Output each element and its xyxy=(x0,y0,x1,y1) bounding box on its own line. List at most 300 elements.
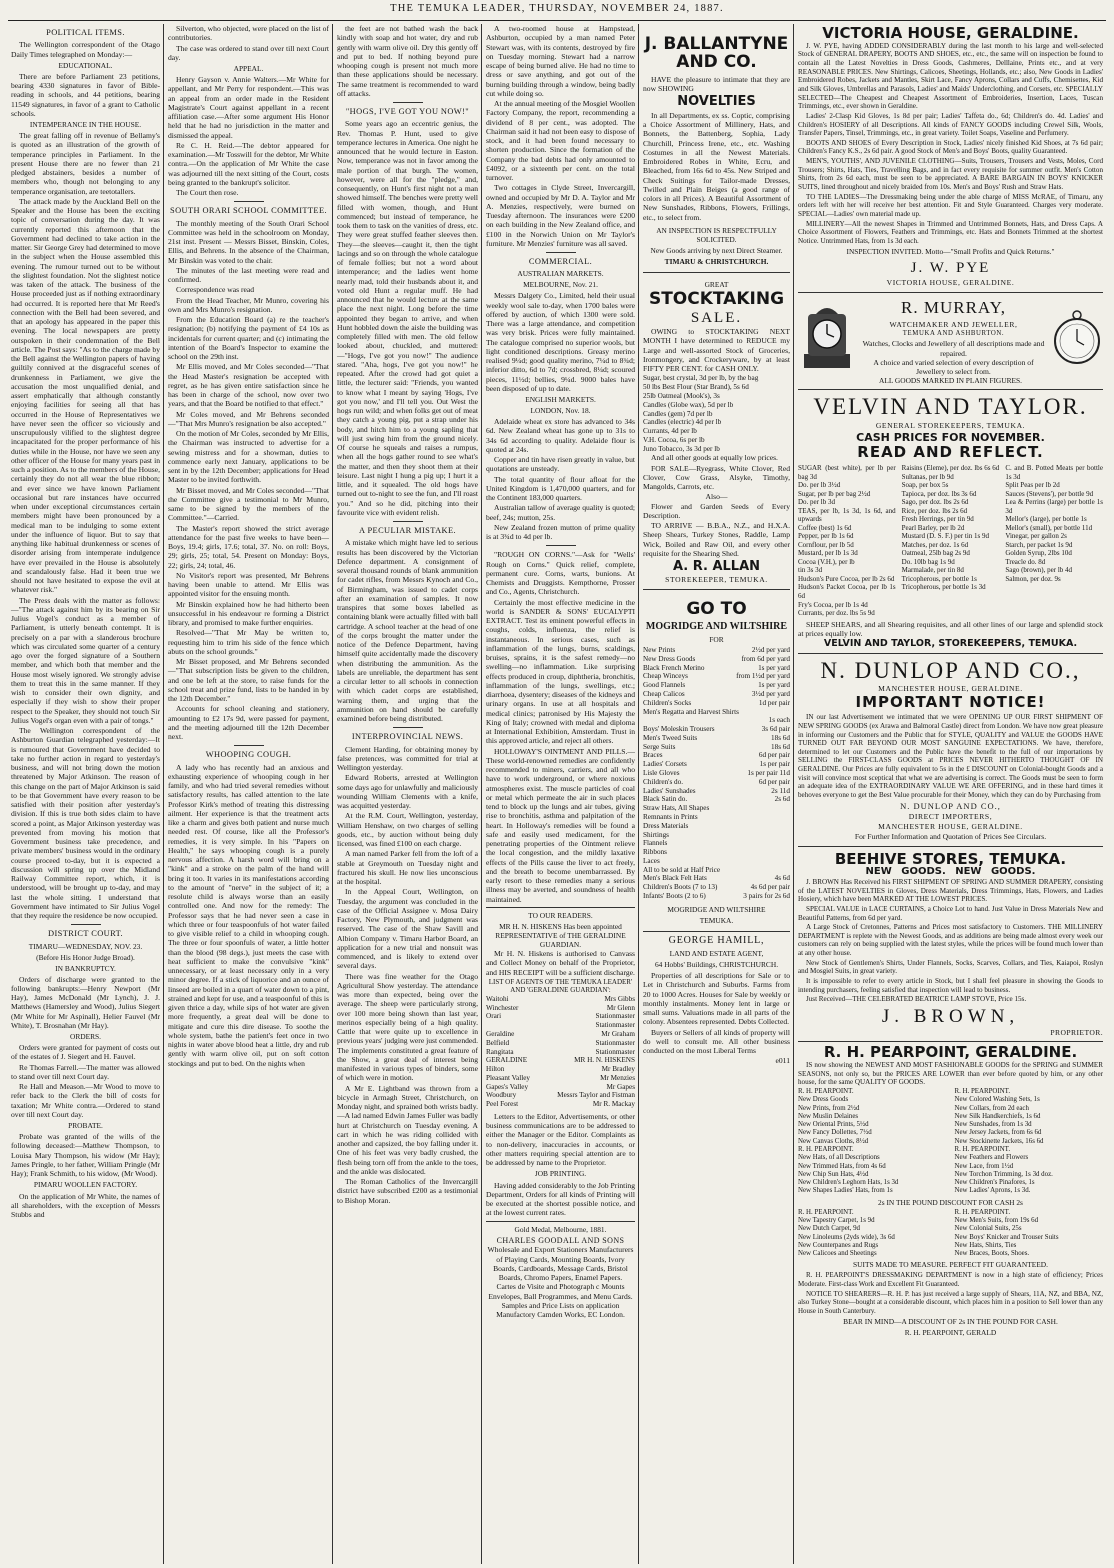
list-item: Salmon, per doz. 9s xyxy=(1005,574,1061,583)
item-price: from 6d per yard xyxy=(741,654,790,663)
item-label: Men's Tweed Suits xyxy=(643,733,698,742)
bankruptcy-head: IN BANKRUPTCY. xyxy=(55,963,116,973)
dunlop-house: MANCHESTER HOUSE, GERALDINE. xyxy=(878,822,1023,832)
item-label: 25lb Oatmeal (Mook's), 3s xyxy=(643,391,720,400)
pearpoint-list-right xyxy=(955,1088,1104,1196)
paragraph: A lady who has recently had an anxious and exhausting experience of whooping cough in her family, and who had tried several remedies without satisfactory results, has called attention to the late Professor Kirk's method of treating this distressing ailment. Her experience is that the treatment acts like a charm and gives both patient and nurse much needed rest. Of course, like all the Professor's remedies, it is very simple. In his "Papers on Health," he says whooping cough is a purely nervous affection. A harsh word will bring on a "kink" and a stroke on the palm of the hand will bring it too. It varies in its manifestations according to the amount of "nerve" in the subject of it; a resolute child is always worse than an easily controlled one. And now for the remedy: The Professor says that he had never seen a case in which three or four teaspoonfuls of hot water failed to give visible relief to a child in whooping cough. The three or four spoonfuls of water, a little hotter than the blood (98 degs.), just meets the case with heat sufficient to make the convulsive "kink" unnecessary, or at least necessary only in a very minor degree. If a stick of liquorice and an ounce of linseed are boiled in a quart of water down to a pint, strained and kept for use, and a teaspoonful of this is given thrice a day, while sips of hot water are given more frequently, a great deal will be done to mitigate and cure this dire disease. To soothe the whole system, bathe the patient's feet once in two nights in water above blood heat a little, dry and rub gently with warm olive oil, put on soft cotton stockings and put to bed. On the nights when xyxy=(168,762,329,1068)
list-item: Do. per lb 3½d xyxy=(798,481,841,490)
dunlop-title: N. DUNLOP AND CO., xyxy=(820,658,1081,684)
list-item: New Children's Pinafores, 1s xyxy=(954,1179,1035,1187)
item-label: Ladies' Sunshades xyxy=(643,786,696,795)
list-item: New Oriental Prints, 5½d xyxy=(798,1121,869,1129)
item-label: Candles (Globe wax), 5d per lb xyxy=(643,400,734,409)
column-6 xyxy=(795,24,1106,1564)
list-item: New Dutch Carpet, 9d xyxy=(798,1225,860,1233)
paragraph: The case was ordered to stand over till next Court day. xyxy=(168,43,329,62)
paragraph: the feet are not bathed wash the back kindly with soap and hot water, dry and rub gently with warm olive oil. Dry this gently off and put to bed. If nothing beyond pure whooping cough is present not much more than these applications should be necessary. The same treatment is recommended to ward off attacks. xyxy=(337,24,478,98)
paragraph: Probate was granted of the wills of the following deceased:—Matthew Thompson, to Louisa Mary Thompson, his widow (Mr Hay); James Pringle, to her father, William Pringle (Mr Hay); Frank Schmith, to his widow, (Mr Wood). xyxy=(11,1132,160,1179)
stocktaking-body: OWING to STOCKTAKING NEXT MONTH I have determined to REDUCE my Large and well-assorted Stock of Groceries, Ironmongery, and Crockeryware, by at least FIFTY PER CENT. for CASH ONLY. xyxy=(643,327,790,374)
list-item: Coffee (best) 1s 6d xyxy=(798,523,852,532)
paragraph: Mr Ellis moved, and Mr Coles seconded—"That the Head Master's resignation be accepted with regret, as he has given entire satisfaction since he has been in charge of the school, now over two years, and that the Board be notified to that effect." xyxy=(168,362,329,409)
pearpoint-list-right xyxy=(955,1209,1104,1259)
price-row xyxy=(486,1004,635,1013)
price-row xyxy=(486,1083,635,1092)
paragraph: Resolved—"That Mr May be written to, requesting him to trim his side of the fence which abuts on the school grounds." xyxy=(168,628,329,656)
list-item: tin 3s 3d xyxy=(798,566,823,575)
pearpoint-bear: BEAR IN MIND—A DISCOUNT OF 2s IN THE POUND FOR CASH. xyxy=(843,1317,1058,1327)
price-row xyxy=(643,892,790,901)
orders-head: ORDERS. xyxy=(69,1032,101,1042)
dunlop-sub: MANCHESTER HOUSE, GERALDINE. xyxy=(878,684,1023,694)
paragraph: Mr Bisset proposed, and Mr Behrens seconded—"That subscription lists be given to the children, and one be left at the store, to raise funds for the school treat and prize fund, lists to be handed in by the 12th December." xyxy=(168,657,329,704)
price-row xyxy=(643,760,790,769)
paragraph: Re C. H. Reid.—The debtor appeared for examination.—Mr Tosswill for the debtor, Mr White contra.—On the application of Mr White the case was adjourned till the next sitting of the Court, costs being granted to the bankrupt's solicitor. xyxy=(168,140,329,187)
london-date: LONDON, Nov. 18. xyxy=(530,406,591,416)
item-price: Mrs Gibbs xyxy=(604,994,635,1003)
column-2 xyxy=(165,24,332,1564)
pearpoint-list-left xyxy=(798,1209,947,1259)
paragraph: Certainly the most effective medicine in the world is SANDER & SONS' EUCALYPTI EXTRACT. Test its eminent powerful effects in coughs, colds, influenza, the relief is instantaneous. In serious cases, such as inflammation of the lungs, burns, scaldings, bruises, sprains, it is the safest remedy—no swelling—no inflammation. Like surprising effects produced in croup, diphtheria, bronchitis, inflammation of the lungs, swellings, etc.; diarrhoea, dysentery; diseases of the kidneys and urinary organs. In use at all hospitals and medical clinics; patronised by His Majesty the King of Italy; crowned with medal and diploma at International Exhibition, Amsterdam. Trust in this approved article, and reject all others. xyxy=(486,597,635,746)
dunlop-foot: For Further Information and Quotation of Prices See Circulars. xyxy=(854,832,1047,842)
price-row xyxy=(643,708,790,717)
list-item: Pepper, per lb 1s 6d xyxy=(798,532,854,541)
murray-title: R. MURRAY, xyxy=(901,298,1006,318)
item-label: Pleasant Valley xyxy=(486,1073,530,1082)
list-item: Pearl Barley, per lb 2d xyxy=(901,523,965,532)
stocktaking-title: STOCKTAKING xyxy=(648,288,785,309)
paragraph: In the Appeal Court, Wellington, on Tuesday, the argument was concluded in the case of the Official Assignee v. Mosa Dairy Factory, New Plymouth, and judgment was reserved. The case of the Shaw Savill and Albion Company v. Timaru Harbor Board, an application for a new trial and nonsuit was commenced, and is likely to extend over several days. xyxy=(337,887,478,971)
paragraph: A Mr E. Lightband was thrown from a bicycle in Armagh Street, Christchurch, on Monday night, and sprained both wrists badly.—A lad named Edwin James Fuller was badly hurt at Christchurch on Tuesday evening. A cart in which he was riding collided with another and capsized, the boy falling under it. One of his feet was very badly crushed, the flesh being torn off from the ankle to the toes, and the ankle was dislocated. xyxy=(337,1083,478,1176)
price-row xyxy=(643,436,790,445)
item-label: Children's Boots (7 to 13) xyxy=(643,883,718,892)
velvin-price-col xyxy=(798,464,896,618)
item-price: Mr Glenn xyxy=(606,1003,635,1012)
pearpoint-list-left xyxy=(798,1088,947,1196)
paragraph: On the motion of Mr Coles, seconded by Mr Ellis, the Chairman was instructed to advertise for a sewing mistress and for a showman, duties to commence early next January, applications to be sent in by the 12th December; applications for Head Master to be invited forthwith. xyxy=(168,429,329,485)
paragraph: From the Education Board (a) re the teacher's resignation; (b) notifying the payment of £4 10s as incidentals for current quarter; and (c) intimating the intention of the Board's Inspector to examine the school on the 29th inst. xyxy=(168,315,329,362)
pearpoint-body: IS now showing the NEWEST AND MOST FASHIONABLE GOODS for the SPRING and SUMMER SEASONS, not only so, but the PRICES ARE LOWER than ever before quoted by him, or any other house, for the same QUALITY OF GOODS. xyxy=(798,1061,1103,1087)
velvin-price-col xyxy=(902,464,1000,618)
list-item: New Stockinette Jackets, 16s 6d xyxy=(954,1137,1044,1145)
list-item: R. H. PEARPOINT. xyxy=(954,1208,1011,1216)
intemperance-head: INTEMPERANCE IN THE HOUSE. xyxy=(29,120,142,130)
dunlop-ad xyxy=(798,657,1103,847)
stocktaking-seeds: Flower and Garden Seeds of Every Description. xyxy=(643,501,790,520)
item-price: 18s 6d xyxy=(771,742,790,751)
paragraph: Messrs Dalgety Co., Limited, held their usual weekly wool sale to-day, when 1700 bales were offered by auction, of which 1300 were sold. There was a large attendance, and competition was very brisk. Prices were fully maintained. The catalogue comprised no superior wools, but light conditioned descriptions. Greasy merino realised 9¼d; good quality merino, 7¼d to 8¾d; inferior ditto, 6d to 7d; crossbred, 8¼d; scoured pieces, 11½d; bellies, 9¼d. 9000 bales have been disposed of up to date. xyxy=(486,291,635,393)
item-label: Candles (electric) 4d per lb xyxy=(643,418,722,427)
melbourne-date: MELBOURNE, Nov. 21. xyxy=(523,280,598,290)
list-item: Mellor's (small), per bottle 11d xyxy=(1005,523,1093,532)
item-price: Stationmaster xyxy=(595,1012,635,1021)
paragraph: The attack made by the Auckland Bell on the Speaker and the House has been the exciting topic of conversation during the day. It was currently reported this afternoon that the Government had declined to take action in the matter. Sir George Grey had determined to move in the subject when the House assembled this evening. The rumour turned out to be without the slightest foundation. Not the slightest notice was taken of the attack. The business of the House proceeded just as if nothing extraordinary had occurred. It is reported here that Mr Reed's connection with the Bell had been severed, and that an apology has appeared in the paper this evening. The local newspapers are pretty outspoken in their condemnation of the Bell article. The Post says: "As to the charge made by the Bell against the Wellington papers of having guiltily connived at the disgraceful scenes of drunkenness in Parliament, we give the accusation the most unqualified denial, and assert emphatically that although constantly enjoying facilities for seeing all that has occurred in the House of Representatives we have never seen the officer so viciously and unscrupulously vilified to the slightest degree incapacitated for the proper performance of his duties while in the House, nor have we seen any other officer of the House for many years past in such a position. As to the members of the House, certainly they do not all wear the blue ribbon; and ever since we have known Parliament occasional but rare instances have occurred when under exceptional circumstances certain members might have been pronounced by a medical man to be indulging to some extent under the influence of liquor. But to say that anything like habitual drunkenness or scenes of disorder arising from intemperate indulgence have ever prevailed in the House is absolutely and scandalously false. Had it been true we should not have hesitated to expose the evil at whatever risk." xyxy=(11,196,160,595)
divider xyxy=(393,102,423,103)
column-4 xyxy=(483,24,638,1564)
velvin-sub: GENERAL STOREKEEPERS, TEMUKA. xyxy=(875,420,1026,430)
item-price: 2s 11d xyxy=(771,786,790,795)
dunlop-signature: N. DUNLOP AND CO., xyxy=(900,800,1001,811)
political-intro: The Wellington correspondent of the Otago Daily Times telegraphed on Monday:— xyxy=(11,40,160,59)
stocktaking-sale-items: FOR SALE—Ryegrass, White Clover, Red Clover, Cow Grass, Alsyke, Timothy, Mangolds, Carrots, etc. xyxy=(643,463,790,492)
educational-text: There are before Parliament 23 petitions, bearing 4330 signatures in favor of Bible-reading in schools, and 44 petitions, bearing 11549 signatures, in favor of a grant to Catholic schools. xyxy=(11,71,160,118)
list-item: New Colonial Suits, 25s xyxy=(954,1225,1022,1233)
paragraph: Two cottages in Clyde Street, Invercargill, owned and occupied by Mr D. A. Taylor and Mr A. Menzies, respectively, were burned on Tuesday afternoon. The insurances were £200 on each building in the New Zealand office, and £100 in the Norwich Union on Mr Taylor's furniture. Mr Menzies' furniture was all saved. xyxy=(486,183,635,248)
go-to-title: GO TO xyxy=(686,599,747,620)
stocktaking-also: Also— xyxy=(705,492,728,502)
list-item: R. H. PEARPOINT. xyxy=(798,1088,854,1096)
item-label: Serge Suits xyxy=(643,742,676,751)
item-price: 1s per pair 11d xyxy=(747,769,790,778)
item-price: 6d per pair xyxy=(758,751,790,760)
paragraph: A man named Parker fell from the loft of a stable at Greymouth on Tuesday night and fractured his skull. He now lies unconscious at the hospital. xyxy=(337,849,478,886)
list-item: New Trimmed Hats, from 4s 6d xyxy=(798,1162,886,1170)
price-row xyxy=(486,1056,635,1065)
list-item: Do. 10lb bag 1s 9d xyxy=(901,557,955,566)
item-price: 4s 6d per pair xyxy=(750,883,790,892)
paragraph: Copper and tin have risen greatly in value, but quotations are unsteady. xyxy=(486,455,635,474)
list-item: C. and B. Potted Meats per bottle 1s 3d xyxy=(1005,464,1103,481)
price-row xyxy=(643,866,790,875)
divider xyxy=(486,1221,635,1222)
price-row xyxy=(643,874,790,883)
mogridge-town: TEMUKA. xyxy=(699,915,734,925)
agents-list xyxy=(486,995,635,1109)
list-item: Fresh Herrings, per tin 9d xyxy=(901,515,974,524)
item-label: Dress Materials xyxy=(643,821,689,830)
list-item: Do. per lb 3d xyxy=(798,498,835,507)
paragraph: Mr H. N. Hiskens is authorised to Canvass and Collect Money on behalf of the Proprietor, and HIS RECEIPT will be a sufficient discharge. xyxy=(486,949,635,977)
item-price: Mr Bradley xyxy=(601,1065,635,1074)
item-label: GERALDINE xyxy=(486,1056,528,1065)
school-committee-title: SOUTH ORARI SCHOOL COMMITTEE. xyxy=(170,206,327,216)
list-item: Fry's Cocoa, per lb 1s 4d xyxy=(798,600,868,609)
item-price: Mr Gapes xyxy=(606,1082,635,1091)
list-item: Currants, per doz. lbs 5s 9d xyxy=(798,609,875,618)
political-items-title: POLITICAL ITEMS. xyxy=(46,28,125,37)
item-label: Peel Forest xyxy=(486,1100,519,1109)
item-price: 6d per pair xyxy=(758,777,790,786)
list-item: New Fancy Dollettes, 7½d xyxy=(798,1129,872,1137)
job-printing-title: JOB PRINTING. xyxy=(534,1169,587,1179)
price-row xyxy=(643,883,790,892)
stocktaking-ad xyxy=(643,276,790,590)
beehive-sub: NEW GOODS. NEW GOODS. xyxy=(865,866,1036,878)
paragraph: The great falling off in revenue of Bellamy's is quoted as an illustration of the growth of temperance principles in Parliament. In the present House there are no fewer than 21 pledged abstainers, besides a number of members who, though not belonging to any temperance organisation, are teetotallers. xyxy=(11,131,160,196)
paragraph: Silverton, who objected, were placed on the list of contributories. xyxy=(168,24,329,43)
list-item: New Dress Goods xyxy=(798,1096,849,1104)
hamill-sub: LAND AND ESTATE AGENT, xyxy=(669,949,764,959)
dunlop-body: IN our last Advertisement we intimated that we were OPENING UP OUR FIRST SHIPMENT OF NEW SPRING GOODS (ex Arawa and Balmoral Castle) direct from London. We have now great pleasure in informing our Customers and the Public that for STYLE, QUALITY and VALUE the GOODS HAVE TURNED OUT FAR BEYOND OUR MOST SANGUINE EXPECTATIONS. We have, therefore, determined to let our Customers and the Public have the benefit to the full of our importations by SELLING the FIRST-CLASS GOODS at PRICES NEVER HITHERTO THOUGHT OF IN GERALDINE. Our Prices are fully equivalent to 5s in the £ DISCOUNT on Colonial-bought Goods and a visit will convince most sceptical that what we are advertising is correct. The Goods must be seen to form an adequate idea of the EXTRAORDINARY VALUE WE ARE OFFERING, and in these hard times it behoves everyone to get the Best Value procurable for their Money, which they can do by Purchasing from xyxy=(798,713,1103,799)
item-label: Black French Merino xyxy=(643,663,705,672)
divider xyxy=(393,521,423,522)
price-row xyxy=(643,787,790,796)
item-label: Waitohi xyxy=(486,994,509,1003)
paragraph: It is impossible to refer to every article in Stock, but I shall feel pleasure in showing the Goods to intending purchasers, feeling satisfied that inspection will lead to business. xyxy=(798,977,1103,994)
paragraph: The monthly meeting of the South Orari School Committee was held in the schoolroom on Monday, 21st inst. Present — Messrs Bisset, Binskin, Coles, Ellis, and Behrens. In the absence of the Chairman, Mr Binskin was voted to the chair. xyxy=(168,218,329,265)
murray-foot: ALL GOODS MARKED IN PLAIN FIGURES. xyxy=(878,376,1023,386)
list-item: New Torchon Trimming, 1s 3d doz. xyxy=(954,1170,1053,1178)
list-item: TEAS, per lb, 1s 3d, 1s 6d, and upwards xyxy=(798,506,896,524)
paragraph: J. W. PYE, having ADDED CONSIDERABLY during the last month to his large and well-selected Stock of GENERAL DRAPERY, BOOTS AND SHOES, etc., etc., the same will on inspection be found to contain all the Latest Novelties in Dress Goods, Cashmeres, Delllaine, Prints etc., and at very REASONABLE PRICES. New Shirtings, Calicoes, Sheetings, Hollands, etc.; also, New Goods in Ladies' Embroidered Robes, Jackets and Mantles, Skirt Lace, Fancy Aprons, Collars and Cuffs, Chemisettes, Kid and Silk Gloves, Umbrellas and Parasols, Ladies' and Maids' Underclothing, and Corsets, etc. SPECIALLY SELECTED—The Cheapest and Cheapest Assortment of Embroideries, Insertion, Laces, Tuscan Trimmings, etc., ever shown in Geraldine. xyxy=(798,41,1103,111)
ballantyne-title: J. BALLANTYNE AND CO. xyxy=(644,34,789,72)
price-row xyxy=(486,1048,635,1057)
item-price: Mr Menzies xyxy=(600,1073,635,1082)
list-item: Marmalade, per tin 8d xyxy=(901,566,964,575)
list-item: New Muslin Delaines xyxy=(798,1112,859,1120)
velvin-title: VELVIN AND TAYLOR. xyxy=(813,394,1088,420)
stock-price-list xyxy=(643,374,790,453)
item-label: Remnants in Prints xyxy=(643,812,698,821)
list-item: New Hats, of all Descriptions xyxy=(798,1154,880,1162)
item-label: V.H. Cocoa, 6s per lb xyxy=(643,435,705,444)
item-label: Woodbury xyxy=(486,1091,517,1100)
paragraph: New Zealand frozen mutton of prime quality is at 3¾d to 4d per lb. xyxy=(486,522,635,542)
hamill-foot: Buyers or Sellers of all kinds of property will do well to consult me. All other business conducted on the most Liberal Terms xyxy=(643,1027,790,1056)
item-label: Children's do. xyxy=(643,777,684,786)
velvin-ad xyxy=(798,393,1103,654)
list-item: Tricopherous, per bottle 1s xyxy=(901,574,977,583)
price-row xyxy=(643,664,790,673)
pearpoint-ad xyxy=(798,1045,1103,1337)
price-row xyxy=(643,646,790,655)
item-label: Sugar, best crystal, 3d per lb, by the bag xyxy=(643,374,759,383)
list-item: Oatmeal, 25lb bag 2s 9d xyxy=(901,549,970,558)
murray-body2: A choice and varied selection of every description of Jewellery to select from. xyxy=(873,357,1034,377)
paragraph: TO THE LADIES—The Dressmaking being under the able charge of MISS McRAE, of Timaru, any orders left with her will receive her best attention. Fit and Style Guaranteed. Charges very moderate. SPECIAL—Ladies' own material made up. xyxy=(798,192,1103,218)
paragraph: A two-roomed house at Hampstead, Ashburton, occupied by a man named Peter Stewart was, with its contents, destroyed by fire on Tuesday morning. Stewart had a narrow escape of being burned alive. He had no time to dress or save anything, and got out of the burning building through a window, being badly cut while doing so. xyxy=(486,24,635,98)
price-row xyxy=(643,427,790,436)
item-label: Boys' Moleskin Trousers xyxy=(643,725,715,734)
list-item: R. H. PEARPOINT. xyxy=(954,1146,1011,1154)
paragraph: Mr Coles moved, and Mr Behrens seconded—"That Mrs Munro's resignation be also accepted." xyxy=(168,409,329,428)
paragraph: J. BROWN Has Received his FIRST SHIPMENT OF SPRING AND SUMMER DRAPERY, consisting of the LATEST NOVELTIES in Gloves, Dress Materials, Dress Trimmings, Hats, Flowers, and Ladies Hosiery, which have been MARKED AT THE LOWEST PRICES. xyxy=(798,877,1103,904)
list-item: Soap, per box 5s xyxy=(901,481,949,490)
column-rule xyxy=(163,24,164,1564)
item-label: Geraldine xyxy=(486,1029,515,1038)
commercial-title: COMMERCIAL. xyxy=(528,257,593,266)
price-row xyxy=(643,418,790,427)
important-notice: IMPORTANT NOTICE! xyxy=(855,693,1046,712)
price-row xyxy=(643,716,790,725)
paragraph: Orders of discharge were granted to the following bankrupts:—Henry Newport (Mr Hay), James McDonald (Mr Lynch), J. J. Matthews (Hamersley and Wood), Julius Siegert (Mr White for Mr Aspinall), Helier Fauvel (Mr White), T. Brosnahan (Mr Hay). xyxy=(11,974,160,1030)
price-row xyxy=(643,769,790,778)
pye-motto: INSPECTION INVITED. Motto—"Small Profits and Quick Returns." xyxy=(846,247,1055,257)
list-item: Matches, per doz. 1s 6d xyxy=(901,540,969,549)
paragraph: Re Hall and Meason.—Mr Wood to move to refer back to the Clerk the bill of costs for taxation; Mr White contra.—Ordered to stand over till next Court day. xyxy=(11,1082,160,1119)
mantel-clock-icon xyxy=(798,302,856,372)
item-label: Juno Tobacco, 3s 3d per lb xyxy=(643,444,720,453)
price-row xyxy=(643,743,790,752)
paragraph: A Large Stock of Cretonnes, Patterns and Prices most satisfactory to Customers. THE MILLINERY DEPARTMENT is replete with the Newest Goods, and as additions are being made almost every week our customers can rely on being supplied with the latest styles, while the prices will be found much lower than at any other house. xyxy=(798,923,1103,958)
list-item: New Boys' Knicker and Trouser Suits xyxy=(954,1233,1059,1241)
goodall-body: Wholesale and Export Stationers Manufacturers of Playing Cards, Mounting Boards, Ivory Boards, Cardboards, Message Cards, Bristol Boards, Chromo Papers, Enamel Papers. xyxy=(487,1245,634,1283)
price-row xyxy=(643,655,790,664)
price-row xyxy=(643,681,790,690)
price-row xyxy=(643,690,790,699)
english-markets-head: ENGLISH MARKETS. xyxy=(525,395,596,405)
mogridge-items xyxy=(643,646,790,901)
educational-head: EDUCATIONAL. xyxy=(58,60,113,70)
list-item: New Prints, from 2½d xyxy=(798,1104,860,1112)
item-price: MR H. N. HISKENS xyxy=(574,1056,635,1065)
paragraph: Clement Harding, for obtaining money by false pretences, was committed for trial at Wellington yesterday. xyxy=(337,744,478,772)
allan-name: A. R. ALLAN xyxy=(672,559,761,575)
item-price: 2½d per yard xyxy=(751,646,790,655)
paragraph: MILLINERY—All the newest Shapes in Trimmed and Untrimmed Bonnets, Hats, and Dress Caps. A Choice Assortment of Flowers, Feathers and Trimmings, etc. Hats and Bonnets Trimmed at the shortest Notice. Untrimmed Hats, from 1s 3d each. xyxy=(798,219,1103,245)
item-label: Laces xyxy=(643,856,660,865)
price-row xyxy=(486,1012,635,1021)
list-item: Vinegar, per gallon 2s xyxy=(1005,532,1067,541)
list-item: New Braces, Boots, Shoes. xyxy=(954,1250,1030,1258)
velvin-prices-head: CASH PRICES FOR NOVEMBER. xyxy=(856,430,1045,444)
list-item: Hudson's Pure Cocoa, per lb 2s 6d xyxy=(798,574,895,583)
price-row xyxy=(643,857,790,866)
item-label: 50 lbs Best Flour (Star Brand), 5s 6d xyxy=(643,383,749,392)
item-label: New Dress Goods xyxy=(643,654,696,663)
velvin-read-reflect: READ AND REFLECT. xyxy=(857,443,1044,462)
readers-intro: MR H. N. HISKENS Has been appointed REPRESENTATIVE of THE GERALDINE GUARDIAN. xyxy=(495,921,626,949)
price-row xyxy=(643,848,790,857)
paragraph: Correspondence was read xyxy=(176,285,255,295)
velvin-price-col xyxy=(1005,464,1103,618)
price-row xyxy=(643,410,790,419)
item-label: Lisle Gloves xyxy=(643,769,680,778)
readers-title: TO OUR READERS. xyxy=(528,910,593,920)
price-row xyxy=(643,813,790,822)
hogs-title: "HOGS, I'VE GOT YOU NOW!" xyxy=(345,107,470,116)
price-row xyxy=(643,778,790,787)
murray-body: Watches, Clocks and Jewellery of all descriptions made and repaired. xyxy=(862,339,1045,358)
price-row xyxy=(643,392,790,401)
mogridge-name: MOGRIDGE AND WILTSHIRE xyxy=(645,620,788,632)
item-label: Straw Hats, All Shapes xyxy=(643,804,710,813)
item-label: Shirtings xyxy=(643,830,669,839)
list-item: R. H. PEARPOINT. xyxy=(954,1088,1011,1096)
item-label: Orari xyxy=(486,1012,502,1021)
paragraph: At the annual meeting of the Mosgiel Woollen Factory Company, the report, recommending a dividend of 8 per cent., was adopted. The Chairman said it had not been easy to dispose of stock, and it had been found necessary to shorten production. Since the formation of the Company the bad debts had only amounted to £4092, or a sixteenth per cent. on the total turnover. xyxy=(486,99,635,182)
pearpoint-title: R. H. PEARPOINT, GERALDINE. xyxy=(823,1043,1078,1062)
item-label: Children's Socks xyxy=(643,698,692,707)
paragraph: The total quantity of flour afloat for the United Kingdom is 1,470,000 quarters, and for the Continent 183,000 quarters. xyxy=(486,474,635,503)
paragraph: There was fine weather for the Otago Agricultural Show yesterday. The attendance was more than expected, being over the average. The sheep were particularly strong, over 100 more being shown than last year, merinos especially being of a high quality. Cattle that were quite up to excellence in previous years' judging were just commended. The implements constituted a great feature of the Show, a great deal of interest being manifested in various types of binders, some of which were in motion. xyxy=(337,971,478,1083)
list-item: New Canvas Cloths, 8½d xyxy=(798,1137,869,1145)
divider xyxy=(546,545,576,546)
item-label: Cheap Winceys xyxy=(643,672,688,681)
divider xyxy=(486,907,635,908)
item-label: Flannels xyxy=(643,839,668,848)
list-item: New Lace, from 1½d xyxy=(954,1162,1014,1170)
agents-title: LIST OF AGENTS OF THE 'TEMUKA LEADER' AND 'GERALDINE GUARDIAN': xyxy=(488,977,633,995)
price-row xyxy=(643,734,790,743)
hamill-body: Properties of all descriptions for Sale or to Let in Christchurch and Suburbs. Farms from 20 to 1000 Acres. Houses for Sale by weekly or monthly instalments. Money lent in large or small sums. Valuations made in all parts of the colony. Absentees represented. Debts Collected. xyxy=(643,971,790,1027)
list-item: New Linoleums (2yds wide), 3s 6d xyxy=(798,1233,895,1241)
paragraph: No Visitor's report was presented, Mr Behrens having been unable to attend. Mr Ellis was appointed visitor for the ensuing month. xyxy=(168,570,329,599)
column-3 xyxy=(334,24,481,1564)
australian-markets-head: AUSTRALIAN MARKETS. xyxy=(517,269,604,279)
list-item: Sago, per doz. lbs 2s 6d xyxy=(901,498,969,507)
item-label: Rangitata xyxy=(486,1047,514,1056)
item-label: Infants' Boots (2 to 6) xyxy=(643,891,706,900)
list-item: New Colored Washing Sets, 1s xyxy=(954,1096,1040,1104)
paragraph: Mr Bisset moved, and Mr Coles seconded—"That the Committee give a testimonial to Mr Munro, same to be signed by the members of the Committee."—Carried. xyxy=(168,485,329,523)
paragraph: The minutes of the last meeting were read and confirmed. xyxy=(168,265,329,285)
ballantyne-place: TIMARU & CHRISTCHURCH. xyxy=(664,256,769,266)
item-price: 1s per yard xyxy=(758,663,790,672)
pocket-watch-icon xyxy=(1051,307,1103,367)
paragraph: A mistake which might have led to serious results has been discovered by the Victorian Defence department. A consignment of several thousand rounds of blank ammunition for cadet rifles, from Messrs Kynoch and Co., of Birmingham, was issued to cadet corps after an examination of samples. It now transpires that some boxes labelled as containing blank were actually filled with ball cartridge. A school teacher at the head of one of the corps brought the matter under the notice of the Defence Department, having himself quite accidentally made the discovery when distributing the ammunition. As the labels are unreliable, the department has sent a circular letter to all schools in connection with which cadet corps are established, warning them, and urging that the ammunition on hand should be carefully examined before being distributed. xyxy=(337,538,478,723)
goodall-title: CHARLES GOODALL AND SONS xyxy=(496,1235,625,1245)
pye-signature: J. W. PYE xyxy=(910,259,991,276)
list-item: Tapioca, per doz. lbs 3s 6d xyxy=(901,489,977,498)
price-row xyxy=(643,374,790,383)
list-item: New Hats, Shirts, Ties xyxy=(954,1241,1017,1249)
beehive-signature: J. BROWN, xyxy=(881,1005,1020,1027)
goodall-sample: Samples and Price Lists on application Manufactory Camden Works, EC London. xyxy=(496,1300,625,1320)
price-row xyxy=(486,995,635,1004)
list-item: New Men's Suits, from 19s 6d xyxy=(954,1217,1039,1225)
item-price: 4s 6d xyxy=(774,874,790,883)
item-label: Men's Black Felt Hats xyxy=(643,874,707,883)
list-item: New Jersey Jackets, from 6s 6d xyxy=(954,1129,1042,1137)
item-label: Ribbons xyxy=(643,848,667,857)
price-row xyxy=(643,725,790,734)
price-row xyxy=(643,804,790,813)
stocktaking-sale: SALE. xyxy=(690,309,743,326)
list-item: New Silk Handkerchiefs, 1s 6d xyxy=(954,1112,1041,1120)
beehive-ad xyxy=(798,850,1103,1043)
list-item: Rice, per doz. lbs 2s 6d xyxy=(901,506,968,515)
paragraph: From the Head Teacher, Mr Munro, covering his own and Mrs Munro's resignation. xyxy=(168,295,329,314)
beehive-role: PROPRIETOR. xyxy=(1050,1028,1103,1038)
column-rule xyxy=(481,24,482,1564)
paragraph: Australian tallow of average quality is quoted; beef, 24s; mutton, 25s. xyxy=(486,503,635,522)
mogridge-for: FOR xyxy=(709,635,724,645)
whooping-cough-title: WHOOPING COUGH. xyxy=(205,750,292,760)
court-date: TIMARU—WEDNESDAY, NOV. 23. xyxy=(28,941,143,951)
item-label: All to be sold at Half Price xyxy=(643,865,721,874)
allan-role: STOREKEEPER, TEMUKA. xyxy=(665,574,768,584)
divider xyxy=(546,252,576,253)
item-price: Mr R. Mackay xyxy=(592,1100,635,1109)
velvin-foot: VELVIN AND TAYLOR, STOREKEEPERS, TEMUKA. xyxy=(823,638,1078,650)
pye-house: VICTORIA HOUSE, GERALDINE. xyxy=(886,277,1015,287)
velvin-price-table xyxy=(798,464,1103,618)
paragraph: Mr Binskin explained how he had hitherto been unsuccessful in his endeavour re forming a District library, and promised to make further enquiries. xyxy=(168,599,329,628)
paragraph: HOLLOWAY'S OINTMENT AND PILLS.—These world-renowned remedies are confidently recommended to miners, carriers, and all who have to work underground, or where noxious atmospheres exist. The muscle particles of coal or metal which permeate the air in such places tend to block up the lungs and air tubes, giving rise to bronchitis, asthma and palpitation of the heart. In Holloway's remedies will be found a safe and easily used medicament, for the penetrating properties of the Ointment relieve the local congestion, and the mildly laxative effects of the Pills cause the liver to act freely, and the breath to become unembarrassed. By early resort to these remedies many a serious illness may be averted, and soundness of health maintained. xyxy=(486,746,635,904)
district-court-title: DISTRICT COURT. xyxy=(48,929,123,939)
hamill-title: GEORGE HAMILL, xyxy=(668,934,765,946)
paragraph: Edward Roberts, arrested at Wellington some days ago for unlawfully and maliciously wounding William Clements with a knife, was acquitted yesterday. xyxy=(337,773,478,810)
item-label: Ladies' Corsets xyxy=(643,760,687,769)
price-row xyxy=(643,401,790,410)
gold-medal: Gold Medal, Melbourne, 1881. xyxy=(514,1224,607,1234)
list-item: Golden Syrup, 2lbs 10d xyxy=(1005,549,1072,558)
paragraph: Just Received—THE CELEBRATED BEATRICE LAMP STOVE, Price 15s. xyxy=(806,995,1027,1004)
item-label: Winchester xyxy=(486,1003,519,1012)
item-price: 1d per pair xyxy=(758,698,790,707)
column-rule xyxy=(638,24,639,1564)
price-row xyxy=(643,383,790,392)
list-item: New Ladies' Aprons, 1s 3d. xyxy=(954,1187,1031,1195)
price-row xyxy=(486,1074,635,1083)
probate-head: PROBATE. xyxy=(68,1121,103,1131)
pearpoint-signature: R. H. PEARPOINT, GERALD xyxy=(904,1328,997,1338)
dunlop-importers: DIRECT IMPORTERS, xyxy=(908,811,993,821)
paragraph: New Stock of Gentlemen's Shirts, Under Flannels, Socks, Scarves, Collars, and Ties, Kaiapoi, Roslyn and Mosgiel Suits, in great variety. xyxy=(798,958,1103,976)
paragraph: Re Thomas Farrell.—The matter was allowed to stand over till next Court day. xyxy=(11,1062,160,1081)
paragraph: Henry Gayson v. Annie Walters.—Mr White for appellant, and Mr Perry for respondent.—This was an appeal from an order made in the Resident Magistrate's Court against appellant in a recent affiliation case.—After some argument His Honor held that he had no jurisdiction in the matter and dismissed the appeal. xyxy=(168,75,329,140)
pearpoint-dress: R. H. PEARPOINT'S DRESSMAKING DEPARTMENT is now in a high state of efficiency; Prices Moderate. First-class Work and Excellent Fit Guaranteed. xyxy=(798,1271,1103,1288)
